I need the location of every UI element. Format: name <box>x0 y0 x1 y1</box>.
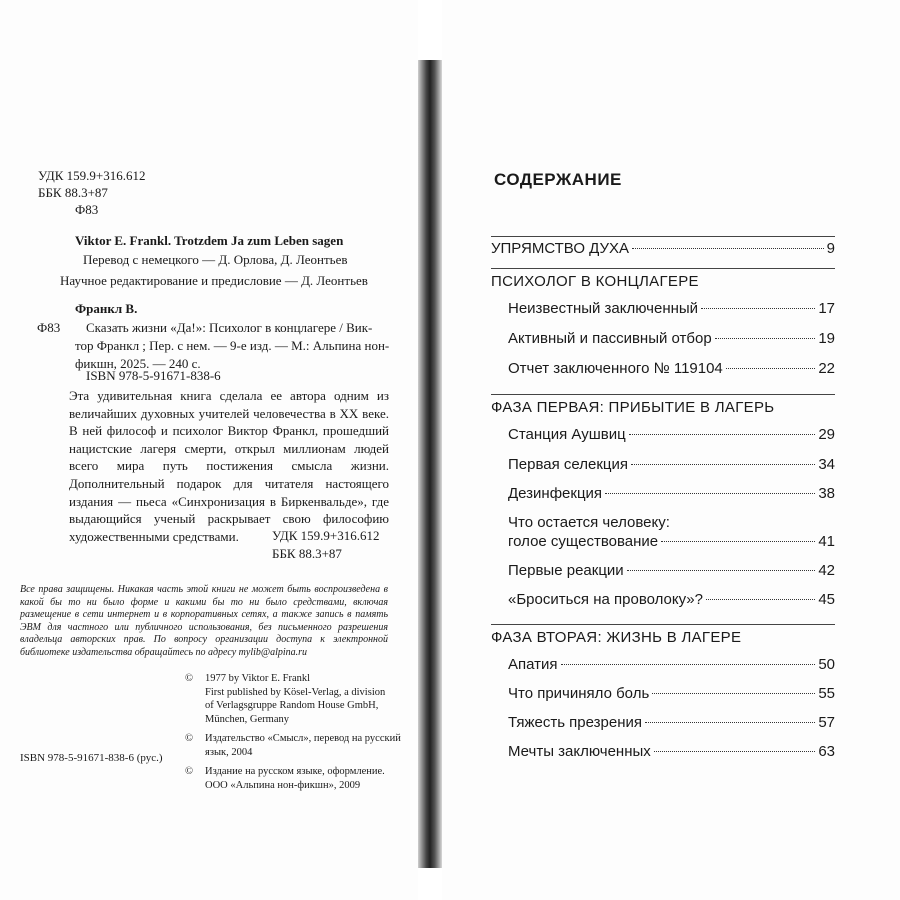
copyright-line: ООО «Альпина нон-фикшн», 2009 <box>205 779 361 791</box>
copyright-list <box>185 672 405 798</box>
toc-entry: Станция Аушвиц 29 <box>508 426 835 443</box>
isbn-line: ISBN 978-5-91671-838-6 <box>86 368 221 383</box>
toc-entry: голое существование 41 <box>508 533 835 550</box>
bbk-code-repeat: ББК 88.3+87 <box>272 546 342 561</box>
contents-page <box>442 0 900 900</box>
editing-credit: Научное редактирование и предисловие — Д. Леонтьев <box>60 273 368 288</box>
leader-dots <box>701 308 815 309</box>
toc-entry: Первые реакции 42 <box>508 562 835 579</box>
leader-dots <box>661 541 815 542</box>
copyright-line: First published by Kösel-Verlag, a division <box>205 686 386 698</box>
leader-dots <box>561 664 816 665</box>
leader-dots <box>726 368 816 369</box>
translation-credit: Перевод с немецкого — Д. Орлова, Д. Леонтьев <box>83 252 348 267</box>
copyright-line: 1977 by Viktor E. Frankl <box>205 673 311 684</box>
isbn-bottom: ISBN 978-5-91671-838-6 (рус.) <box>20 752 163 764</box>
toc-entry: Первая селекция 34 <box>508 456 835 473</box>
section-rule <box>491 394 835 395</box>
catalog-mark: Ф83 <box>37 320 61 335</box>
toc-entry-title-line: Что остается человеку: <box>508 514 670 531</box>
toc-section: ФАЗА ПЕРВАЯ: ПРИБЫТИЕ В ЛАГЕРЬ <box>491 399 775 416</box>
leader-dots <box>652 693 815 694</box>
copyright-item <box>185 672 405 726</box>
original-title: Viktor E. Frankl. Trotzdem Ja zum Leben sagen <box>75 233 344 248</box>
toc-entry: Тяжесть презрения 57 <box>508 714 835 731</box>
toc-entry: «Броситься на проволоку»? 45 <box>508 591 835 608</box>
leader-dots <box>631 464 815 465</box>
copyright-item <box>185 765 405 792</box>
leader-dots <box>706 599 815 600</box>
contents-heading: СОДЕРЖАНИЕ <box>494 170 622 189</box>
copyright-symbol: © <box>185 673 193 684</box>
copyright-item <box>185 732 405 759</box>
leader-dots <box>632 248 824 249</box>
copyright-line: язык, 2004 <box>205 746 253 758</box>
toc-entry: Активный и пассивный отбор 19 <box>508 330 835 347</box>
leader-dots <box>645 722 815 723</box>
toc-entry: Отчет заключенного № 119104 22 <box>508 360 835 377</box>
bbk-code: ББК 88.3+87 <box>38 185 108 200</box>
udk-code: УДК 159.9+316.612 <box>38 168 146 183</box>
copyright-line: München, Germany <box>205 713 289 725</box>
section-rule <box>491 624 835 625</box>
biblio-line: фикшн, 2025. — 240 с. <box>75 356 201 371</box>
biblio-line: Сказать жизни «Да!»: Психолог в концлагере / Вик- <box>86 320 373 335</box>
toc-section: ПСИХОЛОГ В КОНЦЛАГЕРЕ <box>491 273 699 290</box>
copyright-line: Издательство «Смысл», перевод на русский <box>205 733 401 744</box>
udk-code-repeat: УДК 159.9+316.612 <box>272 528 380 543</box>
copyright-symbol: © <box>185 733 193 744</box>
leader-dots <box>627 570 816 571</box>
section-rule <box>491 268 835 269</box>
toc-entry: Апатия 50 <box>508 656 835 673</box>
copyright-symbol: © <box>185 766 193 777</box>
toc-entry: Дезинфекция 38 <box>508 485 835 502</box>
imprint-page <box>0 0 418 900</box>
section-rule <box>491 236 835 237</box>
leader-dots <box>605 493 815 494</box>
toc-entry: УПРЯМСТВО ДУХА 9 <box>491 240 835 257</box>
leader-dots <box>715 338 816 339</box>
toc-entry: Мечты заключенных 63 <box>508 743 835 760</box>
author-heading: Франкл В. <box>75 301 138 316</box>
rights-notice: Все права защищены. Никакая часть этой книги не может быть воспроизведена в какой бы то ни было форме и какими бы то ни было средствами, включая размещение в сети интернет и в корпоративных сетях, а также запись в память ЭВМ для частного или публичного использования, без письменного разрешения владельца авторских прав. По вопросу организации доступа к электронной библиотеке издательства обращайтесь по адресу mylib@alpina.ru <box>20 584 388 658</box>
toc-entry: Неизвестный заключенный 17 <box>508 300 835 317</box>
biblio-line: тор Франкл ; Пер. с нем. — 9-е изд. — М.: Альпина нон- <box>75 338 390 353</box>
copyright-line: of Verlagsgruppe Random House GmbH, <box>205 700 379 711</box>
book-gutter <box>418 60 442 868</box>
copyright-line: Издание на русском языке, оформление. <box>205 766 385 777</box>
leader-dots <box>629 434 816 435</box>
toc-section: ФАЗА ВТОРАЯ: ЖИЗНЬ В ЛАГЕРЕ <box>491 629 742 646</box>
leader-dots <box>654 751 816 752</box>
toc-entry: Что причиняло боль 55 <box>508 685 835 702</box>
annotation: Эта удивительная книга сделала ее автора одним из величайших духовных учителей человечества в XX веке. В ней философ и психолог Виктор Франкл, прошедший нацистские лагеря смерти, открыл миллионам людей всего мира путь постижения смысла жизни. Дополнительный подарок для читателя настоящего издания — пьеса «Синхронизация в Биркенвальде», где выдающийся ученый раскрывает свою философию художественными средствами. <box>69 388 389 544</box>
author-mark: Ф83 <box>75 202 99 217</box>
